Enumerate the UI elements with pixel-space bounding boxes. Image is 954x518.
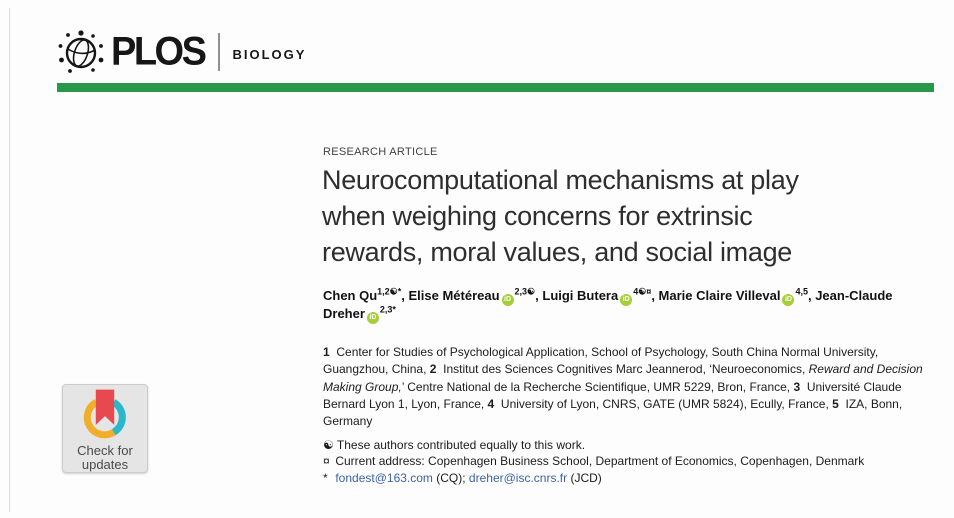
author: Chen $Qu^{1,2☯*}$, [323, 286, 409, 303]
affiliation-number: 2 [429, 362, 437, 377]
author: Jean-Claude Dreher $iD^{2,3*}$ [323, 288, 893, 321]
plos-globe-icon [57, 27, 105, 77]
journal-name: BIOLOGY [232, 46, 307, 62]
email-link[interactable]: fondest@163.com [335, 470, 433, 485]
orcid-icon[interactable]: iD [502, 294, 514, 306]
author-superscript: 2,3* [379, 304, 396, 315]
affiliation-text: University of Lyon, CNRS, GATE (UMR 5824), Ecully, France, [500, 396, 829, 411]
affiliation-number: 3 [793, 379, 801, 394]
orcid-icon[interactable]: iD [782, 294, 794, 306]
badge-label-line-1: Check for [77, 443, 133, 458]
affiliation-text: Université Claude Bernard Lyon 1, Lyon, France, [323, 379, 902, 411]
orcid-icon[interactable]: iD [620, 294, 632, 306]
author-superscript: 1,2☯* [377, 286, 402, 297]
affiliation-number: 4 [487, 396, 495, 411]
author-notes-block [323, 437, 941, 486]
orcid-icon[interactable]: iD [367, 312, 379, 324]
affiliation-text: Institut des Sciences Cognitives Marc Jeannerod, ‘Neuroeconomics, [443, 362, 809, 377]
email-link[interactable]: dreher@isc.cnrs.fr [468, 470, 568, 485]
article-title-line-3: rewards, moral values, and social image [322, 237, 793, 267]
affiliation-text: Reward and Decision Making Group, [323, 362, 923, 394]
author-superscript: 4☯¤ [633, 286, 652, 297]
check-for-updates-badge[interactable] [62, 384, 148, 473]
affiliation-number: 5 [832, 396, 839, 411]
note-text: (JCD) [567, 470, 602, 485]
note-text: (CQ); [432, 470, 469, 485]
author-superscript: 4,5 [795, 286, 808, 297]
note-symbol: ¤ [323, 454, 330, 469]
page-edge-divider [9, 8, 10, 512]
affiliation-text: Center for Studies of Psychological Application, School of Psychology, South China Normal University, Guangzhou, China, [323, 345, 879, 377]
journal-masthead [57, 24, 306, 80]
author-note [323, 437, 941, 453]
article-title [322, 162, 799, 270]
affiliations-block [323, 344, 941, 430]
note-symbol: * [323, 470, 328, 485]
author-superscript: 2,3☯ [514, 286, 536, 297]
note-text: These authors contributed equally to this work. [336, 438, 586, 452]
affiliation-text: IZA, Bonn, Germany [323, 396, 903, 429]
badge-label [63, 444, 147, 472]
affiliation-text: ’ Centre National de la Recherche Scientifique, UMR 5229, Bron, France, [401, 379, 791, 394]
authors-line [323, 288, 935, 324]
badge-label-line-2: updates [81, 457, 129, 472]
author: Elise Météreau $iD^{2,3☯}$, [409, 288, 543, 303]
note-text: Current address: Copenhagen Business School, Department of Economics, Copenhagen, Denmark [335, 454, 865, 469]
plos-wordmark: PLOS [111, 29, 205, 75]
author: Luigi Butera $iD^{4☯¤}$, [542, 288, 658, 303]
author-note [323, 470, 941, 486]
journal-green-bar [57, 83, 934, 92]
crossmark-icon [79, 388, 131, 440]
article-title-line-1: Neurocomputational mechanisms at play [322, 165, 799, 195]
author: Marie Claire Villeval iD$^{4,5}$, [659, 288, 816, 303]
article-title-line-2: when weighing concerns for extrinsic [322, 201, 753, 231]
author-note [323, 453, 941, 469]
note-symbol: ☯ [323, 438, 334, 452]
article-type-label: RESEARCH ARTICLE [323, 146, 438, 158]
logo-divider [218, 33, 220, 71]
affiliation-number: 1 [323, 345, 330, 359]
